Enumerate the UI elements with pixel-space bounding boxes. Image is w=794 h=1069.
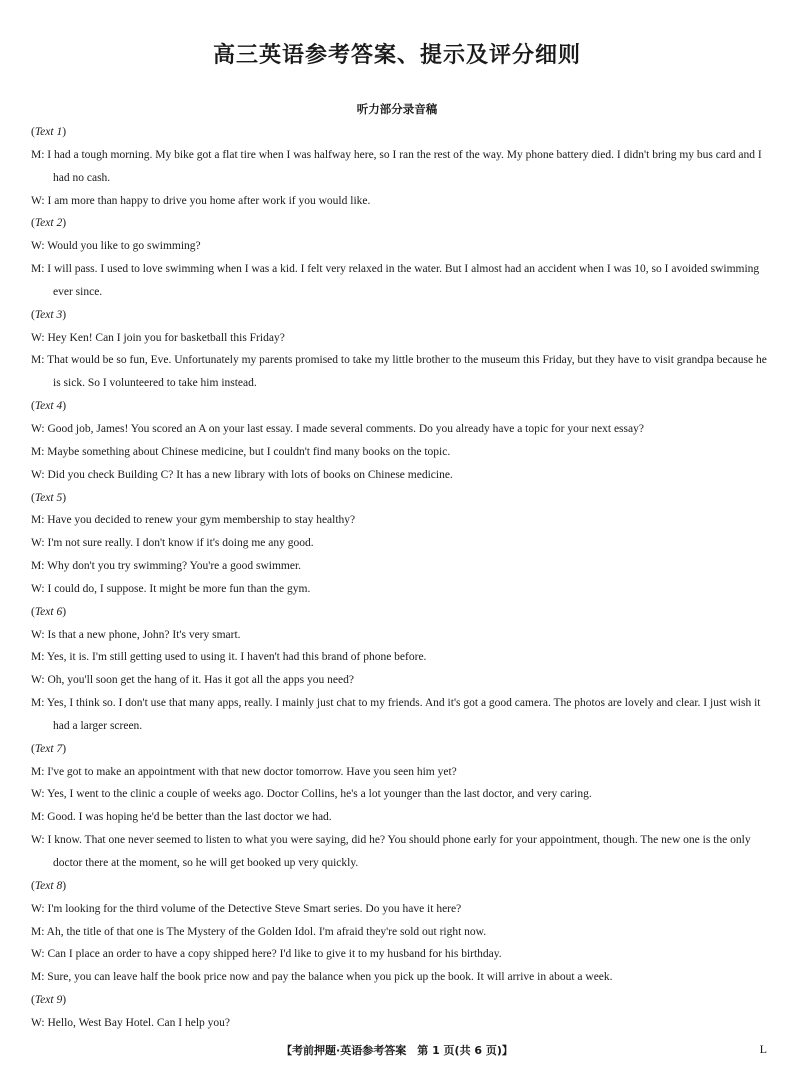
label-close-paren: ) xyxy=(62,605,67,618)
text-section-label xyxy=(31,395,771,418)
dialogue-line: W: Did you check Building C? It has a new library with lots of books on Chinese medicine. xyxy=(31,468,453,481)
dialogue-line: W: Oh, you'll soon get the hang of it. Has it got all the apps you need? xyxy=(31,674,354,687)
label-open-paren: ( xyxy=(31,308,35,321)
page-footer: 【考前押题·英语参考答案 第 1 页(共 6 页)】 xyxy=(281,1044,513,1057)
label-open-paren: ( xyxy=(31,879,35,892)
label-text: Text 8 xyxy=(34,879,63,892)
dialogue-line: M: Ah, the title of that one is The Mystery of the Golden Idol. I'm afraid they're sold out right now. xyxy=(31,925,487,938)
label-text: Text 9 xyxy=(34,994,63,1007)
label-open-paren: ( xyxy=(31,994,35,1007)
text-section-label xyxy=(31,738,771,761)
label-close-paren: ) xyxy=(62,491,67,504)
label-text: Text 7 xyxy=(34,742,63,755)
text-section-label xyxy=(31,989,771,1012)
dialogue-line: W: Yes, I went to the clinic a couple of weeks ago. Doctor Collins, he's a lot younger than the last doctor, and very caring. xyxy=(31,788,592,801)
document-title: 高三英语参考答案、提示及评分细则 xyxy=(212,43,581,68)
label-text: Text 4 xyxy=(34,400,63,413)
dialogue-line: M: Why don't you try swimming? You're a good swimmer. xyxy=(31,560,302,573)
dialogue-line: W: I'm not sure really. I don't know if it's doing me any good. xyxy=(31,537,314,550)
section-subtitle: 听力部分录音稿 xyxy=(356,102,438,116)
label-text: Text 1 xyxy=(34,126,63,138)
dialogue-line: W: I know. That one never seemed to listen to what you were saying, did he? You should phone early for your appointment, though. The new one is the only doctor there at the moment, so he will get booked up very quickly. xyxy=(31,834,751,869)
dialogue-line: W: Hey Ken! Can I join you for basketball this Friday? xyxy=(31,331,285,344)
dialogue-line: W: Is that a new phone, John? It's very smart. xyxy=(31,628,241,641)
label-open-paren: ( xyxy=(31,400,35,413)
label-close-paren: ) xyxy=(62,742,67,755)
label-open-paren: ( xyxy=(31,605,35,618)
dialogue-line: W: I could do, I suppose. It might be more fun than the gym. xyxy=(31,582,311,595)
dialogue-line: M: I had a tough morning. My bike got a flat tire when I was halfway here, so I ran the rest of the way. My phone battery died. I didn't bring my bus card and I had no cash. xyxy=(31,148,762,184)
label-text: Text 5 xyxy=(34,491,63,504)
dialogue-line: W: Good job, James! You scored an A on your last essay. I made several comments. Do you already have a topic for your next essay? xyxy=(31,422,644,435)
dialogue-line: M: Maybe something about Chinese medicine, but I couldn't find many books on the topic. xyxy=(31,445,451,458)
text-section-label xyxy=(31,212,771,235)
label-text: Text 2 xyxy=(34,217,63,230)
label-close-paren: ) xyxy=(62,126,67,138)
label-open-paren: ( xyxy=(31,491,35,504)
dialogue-line: M: I will pass. I used to love swimming when I was a kid. I felt very relaxed in the water. But I almost had an accident when I was 10, so I avoided swimming ever since. xyxy=(31,263,760,298)
label-close-paren: ) xyxy=(62,879,67,892)
dialogue-line: M: I've got to make an appointment with that new doctor tomorrow. Have you seen him yet? xyxy=(31,765,457,778)
dialogue-line: W: I am more than happy to drive you home after work if you would like. xyxy=(31,194,371,207)
text-section-label xyxy=(31,487,771,510)
text-section-label xyxy=(31,304,771,327)
label-open-paren: ( xyxy=(31,742,35,755)
label-close-paren: ) xyxy=(62,308,67,321)
dialogue-line: M: That would be so fun, Eve. Unfortunately my parents promised to take my little brother to the museum this Friday, but they have to visit grandpa because he is sick. So I volunteered to take him instead. xyxy=(31,354,767,390)
label-close-paren: ) xyxy=(62,217,67,230)
dialogue-line: M: Yes, it is. I'm still getting used to using it. I haven't had this brand of phone before. xyxy=(31,651,427,664)
label-text: Text 3 xyxy=(34,308,63,321)
dialogue-line: W: I'm looking for the third volume of the Detective Steve Smart series. Do you have it here? xyxy=(31,902,462,915)
label-open-paren: ( xyxy=(31,217,35,230)
dialogue-line: W: Can I place an order to have a copy shipped here? I'd like to give it to my husband for his birthday. xyxy=(31,948,502,961)
dialogue-line: M: Sure, you can leave half the book price now and pay the balance when you pick up the book. It will arrive in about a week. xyxy=(31,971,613,984)
dialogue-line: W: Would you like to go swimming? xyxy=(31,240,201,253)
dialogue-line: M: Yes, I think so. I don't use that many apps, really. I mainly just chat to my friends. And it's got a good camera. The photos are lovely and clear. I just wish it had a larger screen. xyxy=(31,697,761,732)
label-text: Text 6 xyxy=(34,605,63,618)
label-close-paren: ) xyxy=(62,400,67,413)
text-section-label xyxy=(31,601,771,624)
text-section-label xyxy=(31,875,771,898)
dialogue-line: M: Good. I was hoping he'd be better than the last doctor we had. xyxy=(31,811,332,824)
dialogue-line: M: Have you decided to renew your gym membership to stay healthy? xyxy=(31,514,356,527)
transcript-body xyxy=(31,121,771,1035)
label-close-paren: ) xyxy=(62,994,67,1007)
dialogue-line: W: Hello, West Bay Hotel. Can I help you? xyxy=(31,1016,231,1029)
page-code: L xyxy=(759,1042,767,1056)
text-section-label xyxy=(31,121,771,144)
label-open-paren: ( xyxy=(31,126,35,138)
